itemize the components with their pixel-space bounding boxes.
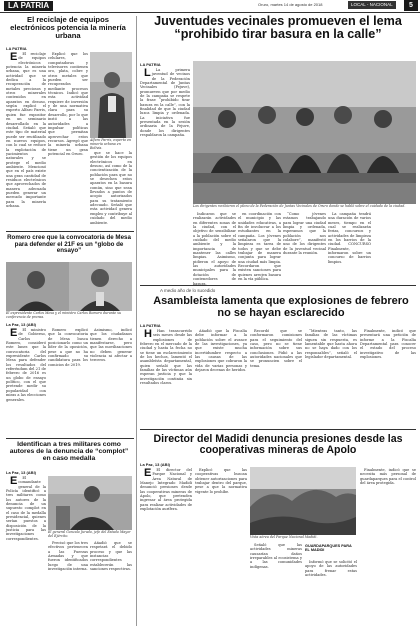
asamblea-col1: H Han transcurrido seis meses desde las explosiones de febrero en el mercado de la ciudad y hasta la fecha no se tiene un esclarecimiento de los hechos, lamentó el asambleísta departamental, quien señaló que las familias de las víctimas aún esperan justicia y que la investigación continúa sin resultados claros. xyxy=(140,328,192,386)
vecinos-col3: en coordinación con el municipio y las unidades educativas, a fin de involucrar a los estudiantes en la campaña. Los jóvenes señalaron que la limpieza es tarea de todos y que se debe trabajar de manera conjunta para lograr una ciudad más limpia. Recordaron que existen sanciones para quienes arrojen basura en la vía pública. xyxy=(238,212,281,282)
madidi-col2: Explicó que las cooperativas buscan obtener autorizaciones para trabajar dentro del parque, pese a que la normativa vigente lo prohíbe. xyxy=(195,468,247,494)
mesa-byline: La Paz, 13 (ABI) xyxy=(6,322,37,327)
dateline: Oruro, martes 14 de agosto de 2018 xyxy=(258,2,323,7)
asamblea-col4: “Mientras tanto, las familias de las víctimas siguen sin respuesta, es lamentable que hasta ahora no se haya dado con los responsables”, señaló el legislador departamental. xyxy=(305,329,357,360)
autores-caption: El general Gonzalo Jurado, jefe del Estado Mayor del Ejército. xyxy=(48,530,131,538)
madidi-headline: Director del Madidi denuncia presiones desde las cooperativas mineras de Apolo xyxy=(153,433,403,457)
asamblea-headline: Asambleísta lamenta que explosiones de febrero no se hayan esclarecido xyxy=(153,295,409,319)
asamblea-col3: Recordó que se conformaron comisiones para el seguimiento del caso, pero no se tiene información sobre sus conclusiones. Pidió a las autoridades nacionales que se pronuncien sobre el tema. xyxy=(250,329,302,368)
reciclaje-caption: Alfaro Parris, experto en minería urbana en Bolivia. xyxy=(90,138,132,150)
reciclaje-photo xyxy=(90,52,132,138)
asamblea-col5: Finalmente, indicó que presentará una petición de informe a la Fiscalía Departamental para conocer el estado del proceso investigativo de las explosiones. xyxy=(360,329,416,360)
right-divider-2 xyxy=(140,429,416,430)
person-photo-icon xyxy=(90,52,132,138)
vecinos-byline: LA PATRIA xyxy=(140,62,161,67)
madidi-caption: Vista aérea del Parque Nacional Madidi. xyxy=(250,535,318,539)
madidi-col5: Finalmente, indicó que se necesita más personal de guardaparques para el control del área protegida. xyxy=(360,468,416,486)
left-divider-2 xyxy=(6,438,134,439)
asamblea-kicker: A medio año de lo sucedido xyxy=(160,288,216,293)
reciclaje-headline: El reciclaje de equipos electrónicos potencia la minería urbana xyxy=(10,15,126,40)
header-rule xyxy=(0,12,420,13)
people-photo-icon xyxy=(6,262,132,311)
madidi-byline: La Paz, 13 (ABI) xyxy=(140,462,171,467)
officer-photo-icon xyxy=(48,476,132,530)
reciclaje-byline: LA PATRIA xyxy=(6,46,27,51)
autores-col1: E El comandante general de la Policía identificó a tres militares como los autores de la denuncia de un supuesto complot en el caso de la medalla presidencial, quienes serían puestos a disposición de la justicia para las investigaciones correspondientes. xyxy=(6,475,46,541)
landscape-photo-icon xyxy=(250,467,356,535)
madidi-col3: Señaló que las actividades mineras causarían daños irreparables al ecosistema y a las comunidades indígenas. xyxy=(250,543,302,569)
autores-col3: Añadió que se respetará el debido proceso y que las instancias correspondientes establecerán las sanciones respectivas. xyxy=(90,541,132,572)
vecinos-caption: Los dirigentes recibieron el pleno de la Federación de Juntas Vecinales de Oruro donde se habló sobre el cuidado de la ciudad. xyxy=(193,204,406,208)
vecinos-col4: “Como jóvenes estamos trabajando para lograr una ciudad limpia y ordenada, esperamos que la población nos colabore”, manifestó uno de los dirigentes de la juventud vecinal durante la reunión. xyxy=(283,212,326,256)
vecinos-col1: L La primera juventud de vecinos de la Federación Departamental de Juntas Vecinales (Fejuve), promueven que por medio de la campaña se respete la frase “prohibido tirar basura en la calle”, con la finalidad de que la ciudad luzca limpia y ordenada. La iniciativa fue presentada en la sesión ordinaria de la Fejuve, donde los dirigentes respaldaron la campaña. xyxy=(140,67,190,138)
masthead: LA PATRIA xyxy=(4,1,53,11)
mesa-col3: Asimismo, indicó que los ciudadanos tienen derecho a manifestarse, pero que las movilizaciones no deben generar violencia ni afectar a terceros. xyxy=(90,328,132,363)
asamblea-byline: LA PATRIA xyxy=(140,323,161,328)
reciclaje-col1: E El reciclaje de equipos electrónicos potencia la minería urbana, que es una actividad que se dedica a la recuperación de metales preciosos y otros minerales contenidos en aparatos en desuso, según explicó el experto Alfaro Parris, quien fue expositor en un seminario desarrollado en la ciudad. Señaló que este tipo de material puede ser reutilizado en nuevos equipos, con lo cual se reduce la explotación de yacimientos naturales y se protege el medio ambiente. Mencionó que en el país existe una gran cantidad de residuos electrónicos que aprovechados de manera adecuada pueden generar un mercado importante para la minería urbana. xyxy=(6,51,46,209)
autores-headline: Identifican a tres militares como autores de la denuncia de “complot” en caso medalla xyxy=(9,441,129,463)
page-number: 5 xyxy=(404,0,418,11)
vecinos-col5: La campaña tendrá una duración de varios meses, tiempo en el cual se realizarán ferias, concursos y actividades de limpieza en los barrios de la ciudad. CONCURSO Finalmente, informaron sobre un concurso de barrios limpios. xyxy=(328,212,371,264)
vecinos-col6 xyxy=(140,212,190,282)
vecinos-headline: Juventudes vecinales promueven el lema “prohibido tirar basura en la calle” xyxy=(154,14,402,42)
mesa-photo xyxy=(6,262,132,311)
left-divider-1 xyxy=(6,231,134,232)
autores-photo xyxy=(48,476,132,530)
reciclaje-col3: que se hace la gestión de los equipos electrónicos en desuso, así como de la concientización de la población para que no se desechen estos aparatos en la basura común, sino que sean llevados a puntos de acopio autorizados para su tratamiento adecuado. Señaló que esta actividad genera empleo y contribuye al cuidado del medio ambiente. xyxy=(90,151,132,225)
madidi-col1: E El director del Parque Nacional y Área Natural de Manejo Integrado Madidi denunció presiones desde las cooperativas mineras de Apolo, que pretenden ingresar al área protegida para realizar actividades de explotación aurífera. xyxy=(140,467,192,512)
vecinos-col2: Indicaron que se realizarán actividades en diferentes zonas de la ciudad, con el objetivo de sensibilizar a la población sobre el cuidado del medio ambiente y la importancia de mantener las calles limpias. Asimismo, pidieron el apoyo de las autoridades municipales para la dotación de contenedores de basura. xyxy=(193,212,236,286)
madidi-photo xyxy=(250,467,356,535)
vecinos-photo xyxy=(193,61,416,204)
madidi-col4: Informó que se solicitó el apoyo de las autoridades para frenar estas actividades. xyxy=(305,560,357,578)
section-label: LOCAL - NACIONAL xyxy=(348,1,396,9)
main-column-rule xyxy=(136,16,137,626)
autores-col2: Precisó que los tres efectivos pertenecen a las Fuerzas Armadas y que fueron identificados luego de una investigación interna. xyxy=(48,541,88,572)
right-divider-1 xyxy=(140,285,416,286)
asamblea-col2: Añadió que la Fiscalía debe informar a la población sobre el avance de las investigaciones, ya que existe mucha incertidumbre respecto a las causas de las explosiones que cobraron la vida de varias personas y dejaron decenas de heridos. xyxy=(195,329,247,373)
mesa-col2: Romero explicó que la convocatoria de Mesa busca posicionarlo como un líder de la oposición, pese a que no ha confirmado su candidatura para los comicios de 2019. xyxy=(48,328,88,367)
meeting-photo-icon xyxy=(193,61,416,204)
reciclaje-col2: Explicó que los celulares, computadoras y televisores contienen oro, plata, cobre y otros metales que pueden ser recuperados mediante procesos técnicos. Indicó que esta actividad requiere de inversión y de una normativa clara para su desarrollo, por lo que instó a las autoridades a impulsar políticas que permitan aprovechar estos recursos. Agregó que la minería urbana tiene un gran potencial en Oruro. xyxy=(48,52,88,156)
autores-byline: La Paz, 13 (ABI) xyxy=(6,470,37,475)
mesa-headline: Romero cree que la convocatoria de Mesa para defender el 21F es un “globo de ensayo” xyxy=(7,234,131,254)
page-header xyxy=(0,0,420,12)
mesa-col1: E El ministro de Gobierno, Carlos Romero, consideró este lunes que la convocatoria del expresidente Carlos Mesa para defender los resultados del referéndum del 21 de febrero de 2016 es un globo de ensayo político, con el que pretende medir su popularidad con miras a las elecciones generales. xyxy=(6,327,46,402)
mesa-caption: El expresidente Carlos Mesa y el ministro Carlos Romero durante su conferencia de prensa. xyxy=(6,311,122,319)
madidi-subhead: GUARDAPARQUES PARA EL MADIDI xyxy=(305,544,352,552)
